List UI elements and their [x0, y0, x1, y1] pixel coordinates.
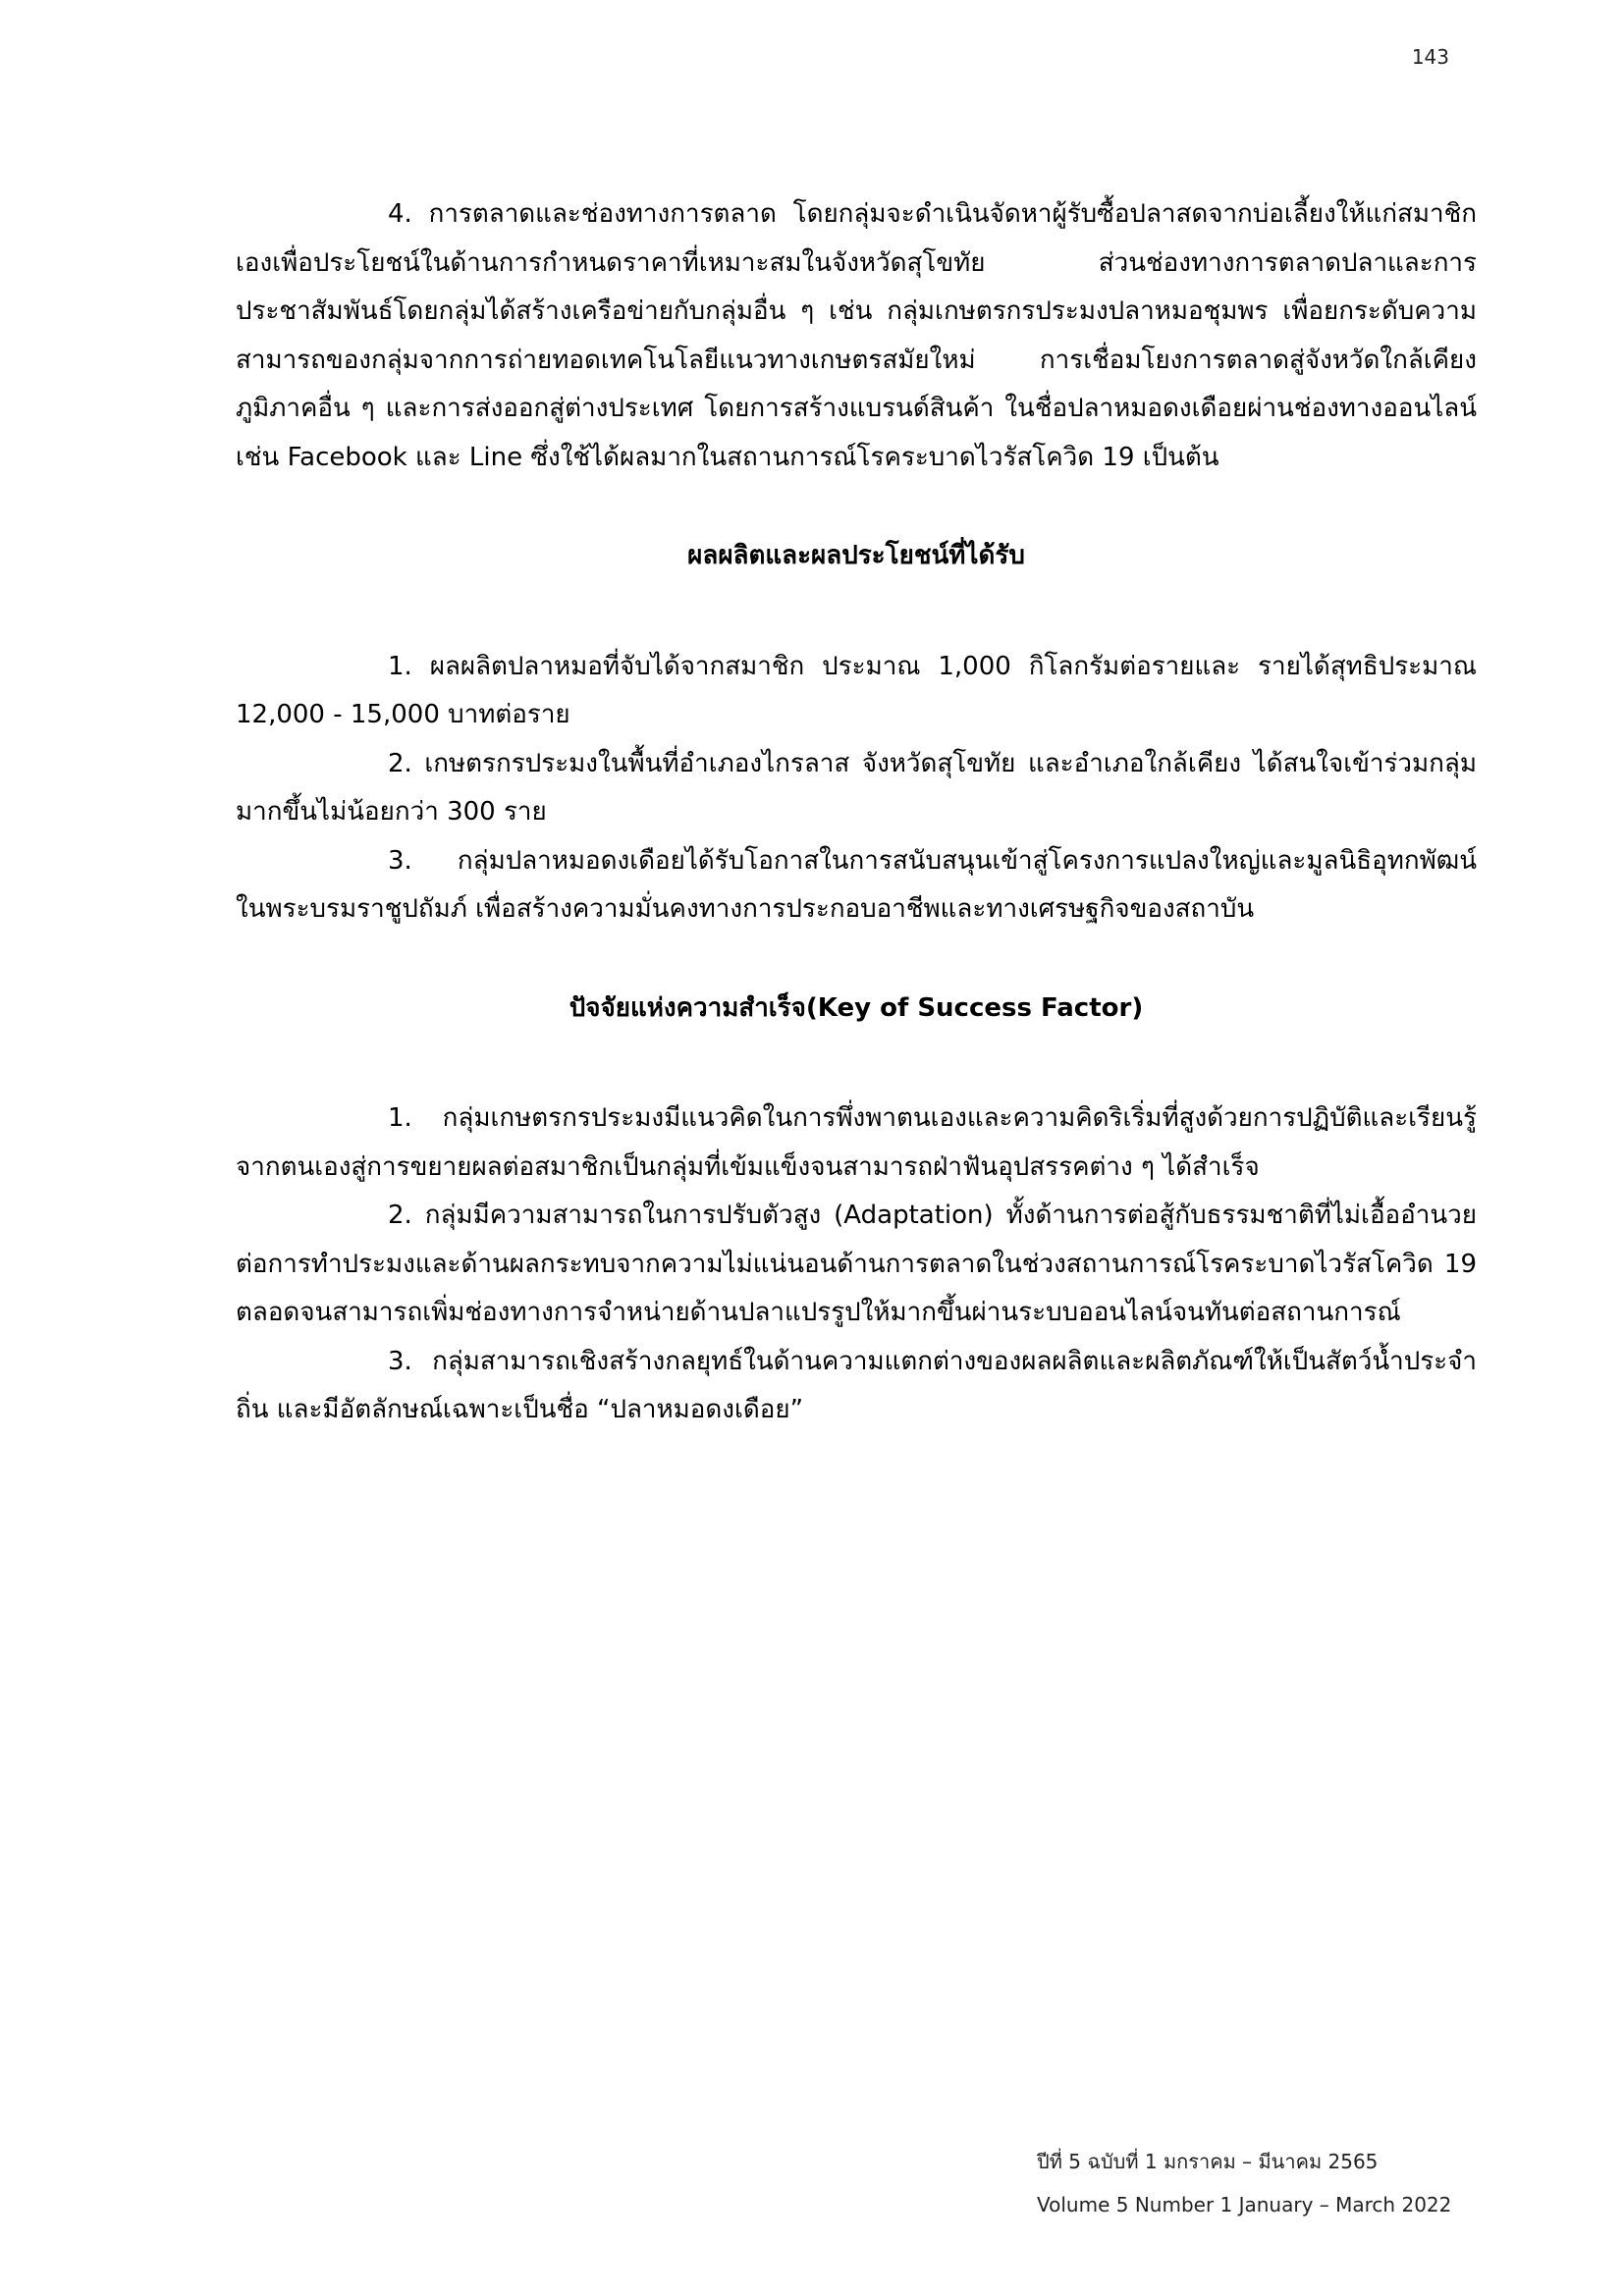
footer-issue-english: Volume 5 Number 1 January – March 2022	[1037, 2193, 1452, 2216]
journal-footer	[1037, 2140, 1451, 2226]
paragraph-output-3: 3. กลุ่มปลาหมอดงเดือยได้รับโอกาสในการสนับสนุนเข้าสู่โครงการแปลงใหญ่และมูลนิธิอุทกพัฒน์ ในพระบรมราชูปถัมภ์ เพื่อสร้างความมั่นคงทางการประกอบอาชีพและทางเศรษฐกิจของสถาบัน	[236, 845, 1477, 924]
section-heading-outputs: ผลผลิตและผลประโยชน์ที่ได้รับ	[687, 541, 1025, 570]
section-heading-success-factors: ปัจจัยแห่งความสำเร็จ(Key of Success Factor)	[568, 992, 1144, 1023]
footer-issue-thai: ปีที่ 5 ฉบับที่ 1 มกราคม – มีนาคม 2565	[1037, 2150, 1379, 2173]
paragraph-success-1: 1. กลุ่มเกษตรกรประมงมีแนวคิดในการพึ่งพาตนเองและความคิดริเริ่มที่สูงด้วยการปฏิบัติและเรียนรู้จากตนเองสู่การขยายผลต่อสมาชิกเป็นกลุ่มที่เข้มแข็งจนสามารถฝ่าฟันอุปสรรคต่าง ๆ ได้สำเร็จ	[236, 1103, 1477, 1182]
paragraph-success-2: 2. กลุ่มมีความสามารถในการปรับตัวสูง (Adaptation) ทั้งด้านการต่อสู้กับธรรมชาติที่ไม่เอื้ออำนวยต่อการทำประมงและด้านผลกระทบจากความไม่แน่นอนด้านการตลาดในช่วงสถานการณ์โรคระบาดไวรัสโควิด 19 ตลอดจนสามารถเพิ่มช่องทางการจำหน่ายด้านปลาแปรรูปให้มากขึ้นผ่านระบบออนไลน์จนทันต่อสถานการณ์	[236, 1201, 1477, 1327]
paragraph-marketing: 4. การตลาดและช่องทางการตลาด โดยกลุ่มจะดำเนินจัดหาผู้รับซื้อปลาสดจากบ่อเลี้ยงให้แก่สมาชิกเองเพื่อประโยชน์ในด้านการกำหนดราคาที่เหมาะสมในจังหวัดสุโขทัย ส่วนช่องทางการตลาดปลาและการประชาสัมพันธ์โดยกลุ่มได้สร้างเครือข่ายกับกลุ่มอื่น ๆ เช่น กลุ่มเกษตรกรประมงปลาหมอชุมพร เพื่อยกระดับความสามารถของกลุ่มจากการถ่ายทอดเทคโนโลยีแนวทางเกษตรสมัยใหม่ การเชื่อมโยงการตลาดสู่จังหวัดใกล้เคียง ภูมิภาคอื่น ๆ และการส่งออกสู่ต่างประเทศ โดยการสร้างแบรนด์สินค้า ในชื่อปลาหมอดงเดือยผ่านช่องทางออนไลน์ เช่น Facebook และ Line ซึ่งใช้ได้ผลมากในสถานการณ์โรคระบาดไวรัสโควิด 19 เป็นต้น	[236, 199, 1477, 472]
page-number: 143	[1411, 45, 1449, 69]
paragraph-output-2: 2. เกษตรกรประมงในพื้นที่อำเภองไกรลาส จังหวัดสุโขทัย และอำเภอใกล้เคียง ได้สนใจเข้าร่วมกลุ่มมากขึ้นไม่น้อยกว่า 300 ราย	[236, 748, 1477, 827]
paragraph-output-1: 1. ผลผลิตปลาหมอที่จับได้จากสมาชิก ประมาณ 1,000 กิโลกรัมต่อรายและ รายได้สุทธิประมาณ 12,000 - 15,000 บาทต่อราย	[236, 651, 1477, 729]
paragraph-success-3: 3. กลุ่มสามารถเชิงสร้างกลยุทธ์ในด้านความแตกต่างของผลผลิตและผลิตภัณฑ์ให้เป็นสัตว์น้ำประจำถิ่น และมีอัตลักษณ์เฉพาะเป็นชื่อ “ปลาหมอดงเดือย”	[236, 1346, 1477, 1424]
page-body	[236, 190, 1477, 1435]
